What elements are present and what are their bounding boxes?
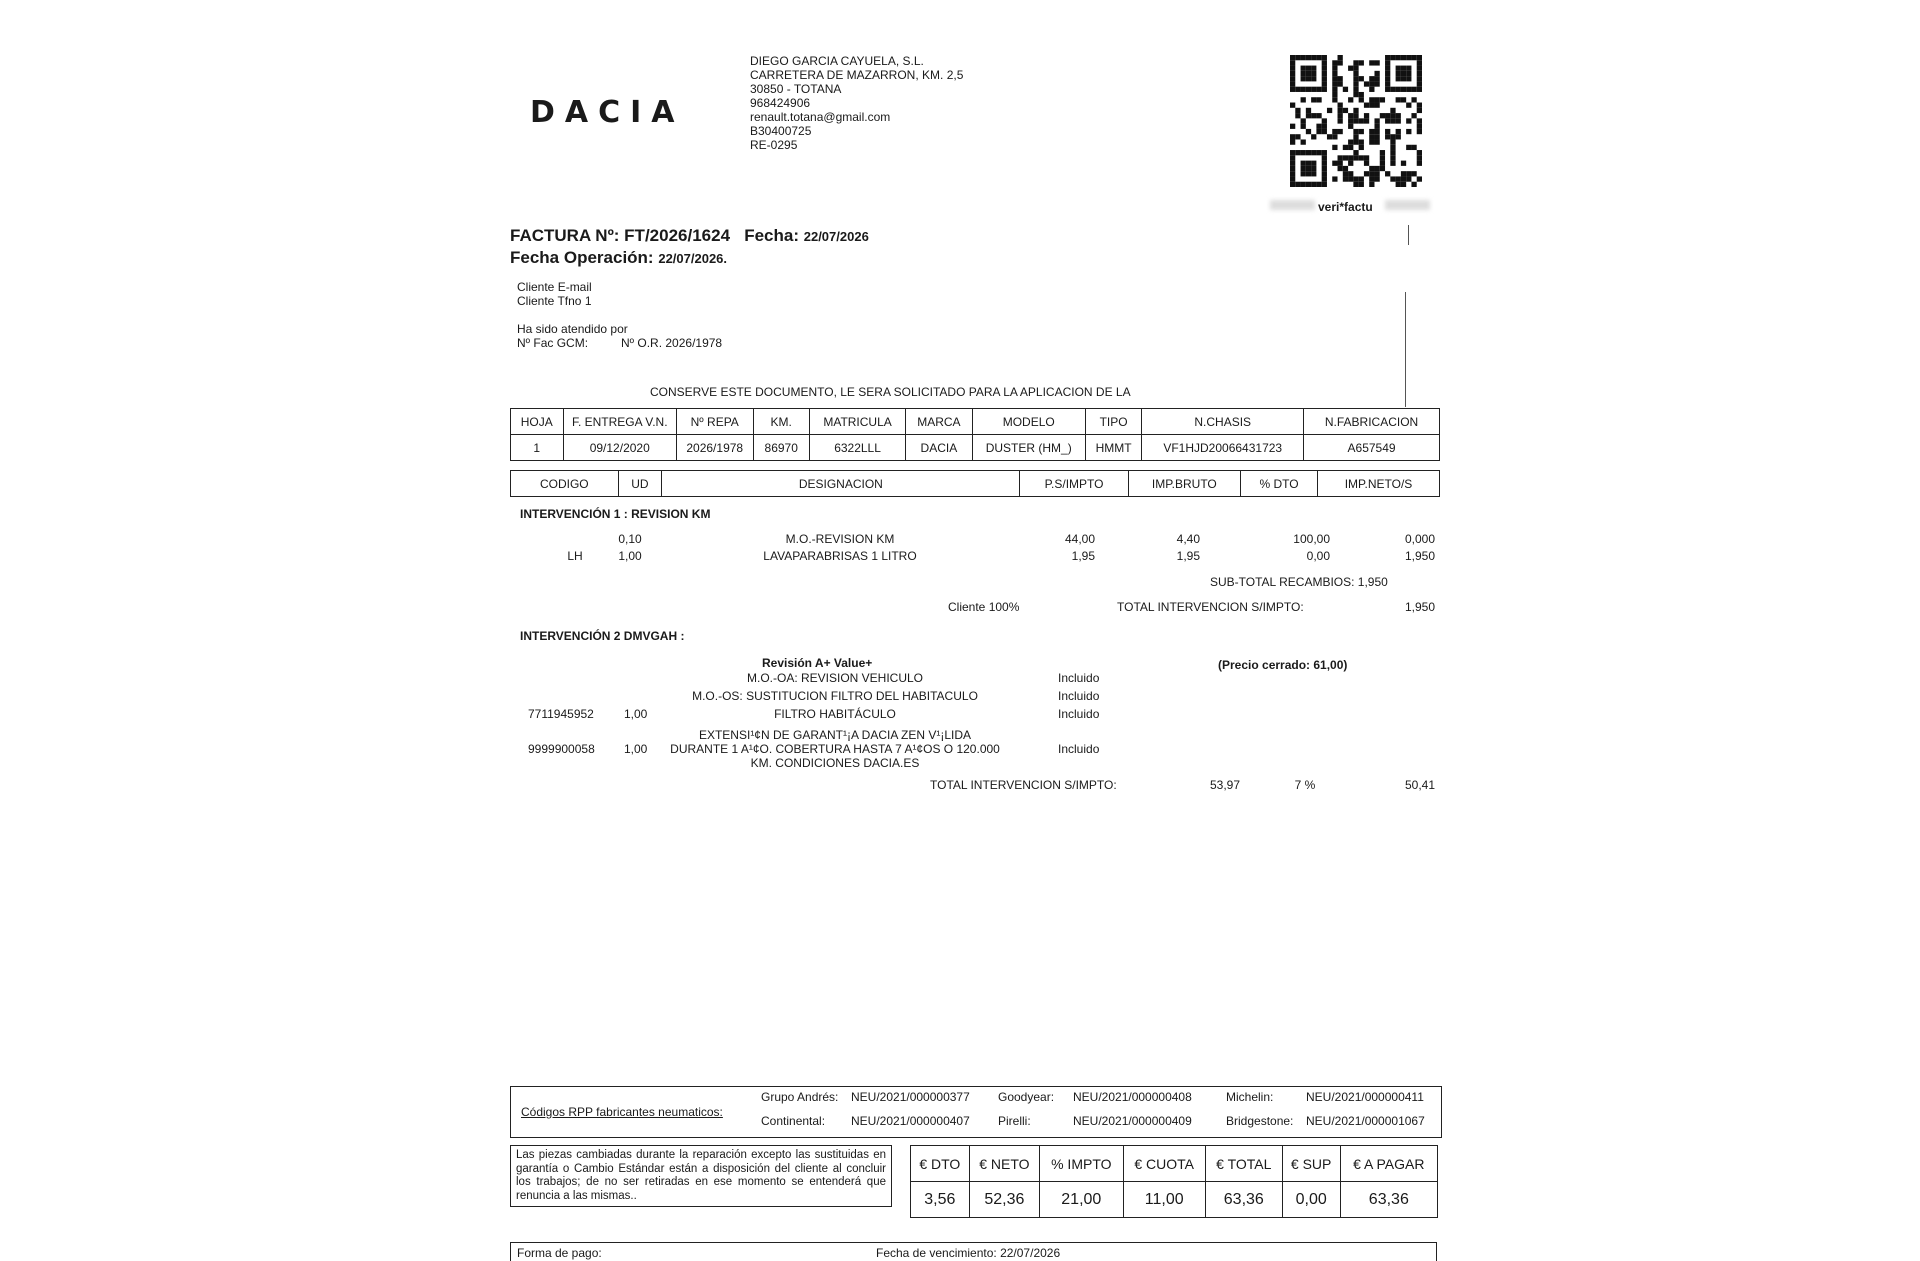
company-line: CARRETERA DE MAZARRON, KM. 2,5	[750, 68, 964, 82]
rpp-brand: Grupo Andrés:	[761, 1090, 839, 1104]
item-desc: LAVAPARABRISAS 1 LITRO	[763, 549, 917, 563]
total-int2-label: TOTAL INTERVENCION S/IMPTO:	[930, 778, 1117, 792]
rpp-brand: Goodyear:	[998, 1090, 1055, 1104]
ext-included: Incluido	[1058, 742, 1100, 756]
vehicle-value: VF1HJD20066431723	[1142, 435, 1304, 461]
item-inc: Incluido	[1058, 689, 1100, 703]
rpp-code: NEU/2021/000000377	[851, 1090, 970, 1104]
items-header-cell: DESIGNACION	[662, 471, 1020, 497]
rpp-code: NEU/2021/000000409	[1073, 1114, 1192, 1128]
rpp-code: NEU/2021/000000411	[1306, 1090, 1424, 1104]
operation-date: Fecha Operación: 22/07/2026.	[510, 248, 728, 267]
vehicle-header: Nº REPA	[676, 409, 753, 435]
disclaimer-box	[510, 1145, 892, 1207]
client-email-label: Cliente E-mail	[517, 280, 592, 294]
disclaimer-text: Las piezas cambiadas durante la reparación excepto las sustituidas en garantía o Cambio Estándar están a disposición del cliente al concluir los trabajos; de no ser retiradas en ese momento se entenderá que renuncia a las mismas..	[516, 1149, 886, 1202]
vehicle-table	[510, 408, 1440, 461]
totals-value: 3,56	[911, 1182, 970, 1218]
item-ps: 44,00	[1064, 532, 1095, 546]
total-int2-dto: 7 %	[1294, 778, 1316, 792]
vehicle-header: HOJA	[511, 409, 564, 435]
cliente-percent: Cliente 100%	[948, 600, 1020, 614]
rpp-brand: Bridgestone:	[1226, 1114, 1294, 1128]
item-bruto: 4,40	[1176, 532, 1200, 546]
vehicle-value: 86970	[753, 435, 809, 461]
item-desc: M.O.-REVISION KM	[785, 532, 895, 546]
vehicle-value: DUSTER (HM_)	[972, 435, 1085, 461]
company-line: B30400725	[750, 124, 812, 138]
item-dto: 100,00	[1293, 532, 1330, 546]
company-line: 30850 - TOTANA	[750, 82, 842, 96]
payment-label: Forma de pago:	[517, 1246, 602, 1260]
item-dto: 0,00	[1306, 549, 1330, 563]
divider	[1405, 292, 1406, 407]
item-ps: 1,95	[1071, 549, 1095, 563]
totals-table	[910, 1145, 1438, 1218]
item-desc: M.O.-OS: SUSTITUCION FILTRO DEL HABITACULO	[692, 689, 978, 703]
items-header-cell: P.S/IMPTO	[1020, 471, 1128, 497]
vehicle-value: 1	[511, 435, 564, 461]
vehicle-header: MATRICULA	[809, 409, 905, 435]
totals-header: € TOTAL	[1205, 1146, 1282, 1182]
item-ud: 1,00	[624, 707, 648, 721]
vehicle-header: KM.	[753, 409, 809, 435]
client-phone-label: Cliente Tfno 1	[517, 294, 592, 308]
totals-header: % IMPTO	[1040, 1146, 1123, 1182]
total-int1-value: 1,950	[1404, 600, 1435, 614]
total-int2-neto: 50,41	[1404, 778, 1435, 792]
company-line: renault.totana@gmail.com	[750, 110, 891, 124]
ext-line-3: KM. CONDICIONES DACIA.ES	[750, 756, 920, 770]
items-header	[510, 470, 1440, 497]
pack-name: Revisión A+ Value+	[762, 656, 873, 670]
company-line: 968424906	[750, 96, 811, 110]
rpp-box	[510, 1086, 1442, 1138]
totals-header: € NETO	[969, 1146, 1040, 1182]
due-date: Fecha de vencimiento: 22/07/2026	[876, 1246, 1061, 1260]
rpp-brand: Pirelli:	[998, 1114, 1031, 1128]
ext-line-1: EXTENSI¹¢N DE GARANT¹¡A DACIA ZEN V¹¡LIDA	[698, 728, 972, 742]
vehicle-value: 09/12/2020	[563, 435, 676, 461]
vehicle-header: N.FABRICACION	[1304, 409, 1440, 435]
company-line: RE-0295	[750, 138, 798, 152]
item-desc: FILTRO HABITÁCULO	[774, 707, 896, 721]
rpp-code: NEU/2021/000001067	[1306, 1114, 1425, 1128]
rpp-code: NEU/2021/000000407	[851, 1114, 970, 1128]
divider	[1408, 225, 1409, 245]
vehicle-value: DACIA	[906, 435, 972, 461]
precio-cerrado: (Precio cerrado: 61,00)	[1218, 658, 1348, 672]
company-info	[750, 54, 963, 152]
totals-value: 21,00	[1040, 1182, 1123, 1218]
or-number: Nº O.R. 2026/1978	[621, 336, 723, 350]
item-ud: 0,10	[618, 532, 642, 546]
ext-ud: 1,00	[624, 742, 648, 756]
vehicle-header: MARCA	[906, 409, 972, 435]
totals-value: 52,36	[969, 1182, 1040, 1218]
item-code: LH	[567, 549, 583, 563]
totals-value: 11,00	[1123, 1182, 1205, 1218]
vehicle-value: HMMT	[1085, 435, 1142, 461]
item-desc: M.O.-OA: REVISION VEHICULO	[746, 671, 924, 685]
item-code: 7711945952	[528, 707, 594, 721]
totals-header: € DTO	[911, 1146, 970, 1182]
rpp-brand: Continental:	[761, 1114, 826, 1128]
subtotal-recambios: SUB-TOTAL RECAMBIOS: 1,950	[1210, 575, 1388, 589]
notice-text: CONSERVE ESTE DOCUMENTO, LE SERA SOLICITADO PARA LA APLICACION DE LA	[650, 385, 1131, 399]
intervention-2-title: INTERVENCIÓN 2 DMVGAH :	[520, 629, 685, 643]
vehicle-header: N.CHASIS	[1142, 409, 1304, 435]
item-inc: Incluido	[1058, 707, 1100, 721]
totals-header: € SUP	[1282, 1146, 1340, 1182]
item-neto: 0,000	[1404, 532, 1435, 546]
ext-code: 9999900058	[528, 742, 595, 756]
payment-box	[510, 1242, 1437, 1261]
totals-header: € CUOTA	[1123, 1146, 1205, 1182]
totals-header: € A PAGAR	[1340, 1146, 1437, 1182]
ext-line-2: DURANTE 1 A¹¢O. COBERTURA HASTA 7 A¹¢OS O 120.000	[670, 742, 1000, 756]
items-header-cell: % DTO	[1240, 471, 1317, 497]
rpp-label: Códigos RPP fabricantes neumaticos:	[521, 1105, 723, 1119]
vehicle-header: TIPO	[1085, 409, 1142, 435]
fac-gcm-label: Nº Fac GCM:	[517, 336, 589, 350]
total-int2-bruto: 53,97	[1209, 778, 1240, 792]
items-header-cell: CODIGO	[511, 471, 619, 497]
vehicle-value: 2026/1978	[676, 435, 753, 461]
company-line: DIEGO GARCIA CAYUELA, S.L.	[750, 54, 924, 68]
vehicle-value: A657549	[1304, 435, 1440, 461]
vehicle-value: 6322LLL	[809, 435, 905, 461]
intervention-1-title: INTERVENCIÓN 1 : REVISION KM	[520, 507, 711, 521]
items-header-cell: UD	[618, 471, 662, 497]
verifactu-label: veri*factu	[1318, 200, 1373, 214]
qr-code-icon	[1290, 55, 1422, 187]
totals-value: 63,36	[1340, 1182, 1437, 1218]
vehicle-header: MODELO	[972, 409, 1085, 435]
items-header-cell: IMP.NETO/S	[1318, 471, 1440, 497]
totals-value: 0,00	[1282, 1182, 1340, 1218]
rpp-brand: Michelin:	[1226, 1090, 1274, 1104]
item-inc: Incluido	[1058, 671, 1100, 685]
total-int1-label: TOTAL INTERVENCION S/IMPTO:	[1117, 600, 1304, 614]
item-ud: 1,00	[618, 549, 642, 563]
totals-value: 63,36	[1205, 1182, 1282, 1218]
blurred-mark	[1385, 200, 1430, 210]
attended-by-label: Ha sido atendido por	[517, 322, 628, 336]
invoice-title: FACTURA Nº: FT/2026/1624 Fecha: 22/07/2026	[510, 226, 869, 245]
rpp-code: NEU/2021/000000408	[1073, 1090, 1192, 1104]
blurred-mark	[1270, 200, 1315, 210]
item-neto: 1,950	[1404, 549, 1435, 563]
items-header-cell: IMP.BRUTO	[1128, 471, 1240, 497]
item-bruto: 1,95	[1176, 549, 1200, 563]
vehicle-header: F. ENTREGA V.N.	[563, 409, 676, 435]
dacia-logo: DACIA	[530, 95, 685, 130]
